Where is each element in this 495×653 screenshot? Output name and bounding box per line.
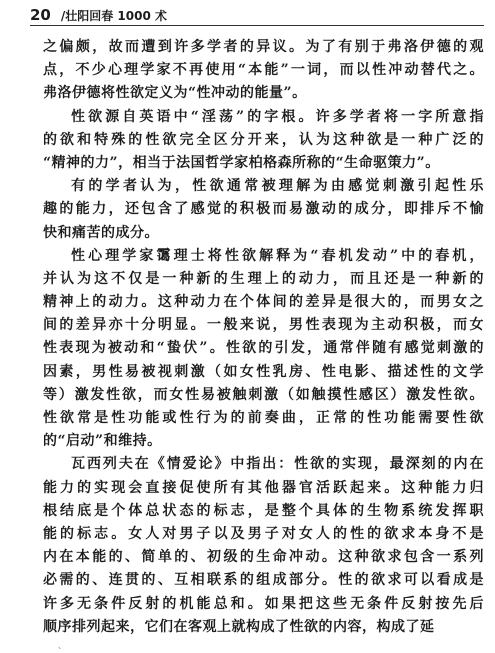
text-line: 之偏颇，故而遭到许多学者的异议。为了有别于弗洛伊德的观 — [43, 39, 484, 55]
text-line: 许多无条件反射的机能总和。如果把这些无条件反射按先后 — [43, 595, 484, 612]
text-line: 瓦西列夫在《情爱论》中指出：性欲的实现，最深刻的内在 — [71, 456, 484, 473]
paragraph — [43, 106, 484, 176]
text-line: 性表现为被动和“蛰伏”。性欲的引发，通常伴随有感觉刺激的 — [43, 340, 484, 357]
text-line: 有的学者认为，性欲通常被理解为由感觉刺激引起性乐 — [71, 178, 484, 195]
text-line: 间的差异亦十分明显。一般来说，男性表现为主动积极，而女 — [43, 317, 484, 334]
text-line: 趣的能力，还包含了感觉的积极而易激动的成分，即排斥不愉 — [43, 201, 484, 218]
paragraph — [43, 453, 484, 639]
text-line: 精神上的动力。这种动力在个体间的差异是很大的，而男女之 — [43, 294, 484, 311]
running-title: /壮阳回春 1000 术 — [60, 9, 168, 23]
paragraph — [43, 36, 484, 106]
text-line: 根结底是个体总状态的标志，是整个具体的生物系统发挥职 — [43, 502, 484, 519]
paragraph — [43, 175, 484, 245]
page-header — [30, 4, 482, 24]
text-line: 的“启动”和维持。 — [43, 433, 162, 450]
text-line: 能力的实现会直接促使所有其他器官活跃起来。这种能力归 — [43, 479, 484, 496]
text-line: 必需的、连贯的、互相联系的组成部分。性的欲求可以看成是 — [43, 572, 484, 589]
text-line: 点，不少心理学家不再使用“本能”一词，而以性冲动替代之。 — [43, 62, 484, 79]
text-line: 性心理学家霭理士将性欲解释为“春机发动”中的春机， — [71, 247, 484, 264]
stray-mark: 、 — [58, 641, 66, 650]
paragraph — [43, 245, 484, 454]
text-line: 等）激发性欲，而女性易被触刺激（如触摸性感区）激发性欲。 — [43, 386, 484, 403]
text-line: 能的标志。女人对男子以及男子对女人的性的欲求本身不是 — [43, 525, 484, 542]
text-line: 内在本能的、简单的、初级的生命冲动。这种欲求包含一系列 — [43, 549, 484, 566]
header-rule — [30, 25, 484, 26]
text-line: 快和痛苦的成分。 — [43, 224, 159, 241]
body-text — [43, 36, 484, 639]
text-line: “精神的力”，相当于法国哲学家柏格森所称的“生命驱策力”。 — [43, 154, 440, 171]
text-line: 性欲源自英语中“淫荡”的字根。许多学者将一字所意指 — [71, 108, 484, 125]
text-line: 弗洛伊德将性欲定义为“性冲动的能量”。 — [43, 85, 307, 102]
text-line: 并认为这不仅是一种新的生理上的动力，而且还是一种新的 — [43, 270, 484, 287]
page-number: 20 — [30, 6, 51, 24]
text-line: 的欲和特殊的性欲完全区分开来，认为这种欲是一种广泛的 — [43, 131, 484, 148]
text-line: 顺序排列起来，它们在客观上就构成了性欲的内容，构成了延 — [43, 618, 435, 635]
text-line: 性欲常是性功能或性行为的前奏曲，正常的性功能需要性欲 — [43, 410, 484, 426]
text-line: 因素，男性易被视刺激（如女性乳房、性电影、描述性的文学 — [43, 363, 484, 380]
